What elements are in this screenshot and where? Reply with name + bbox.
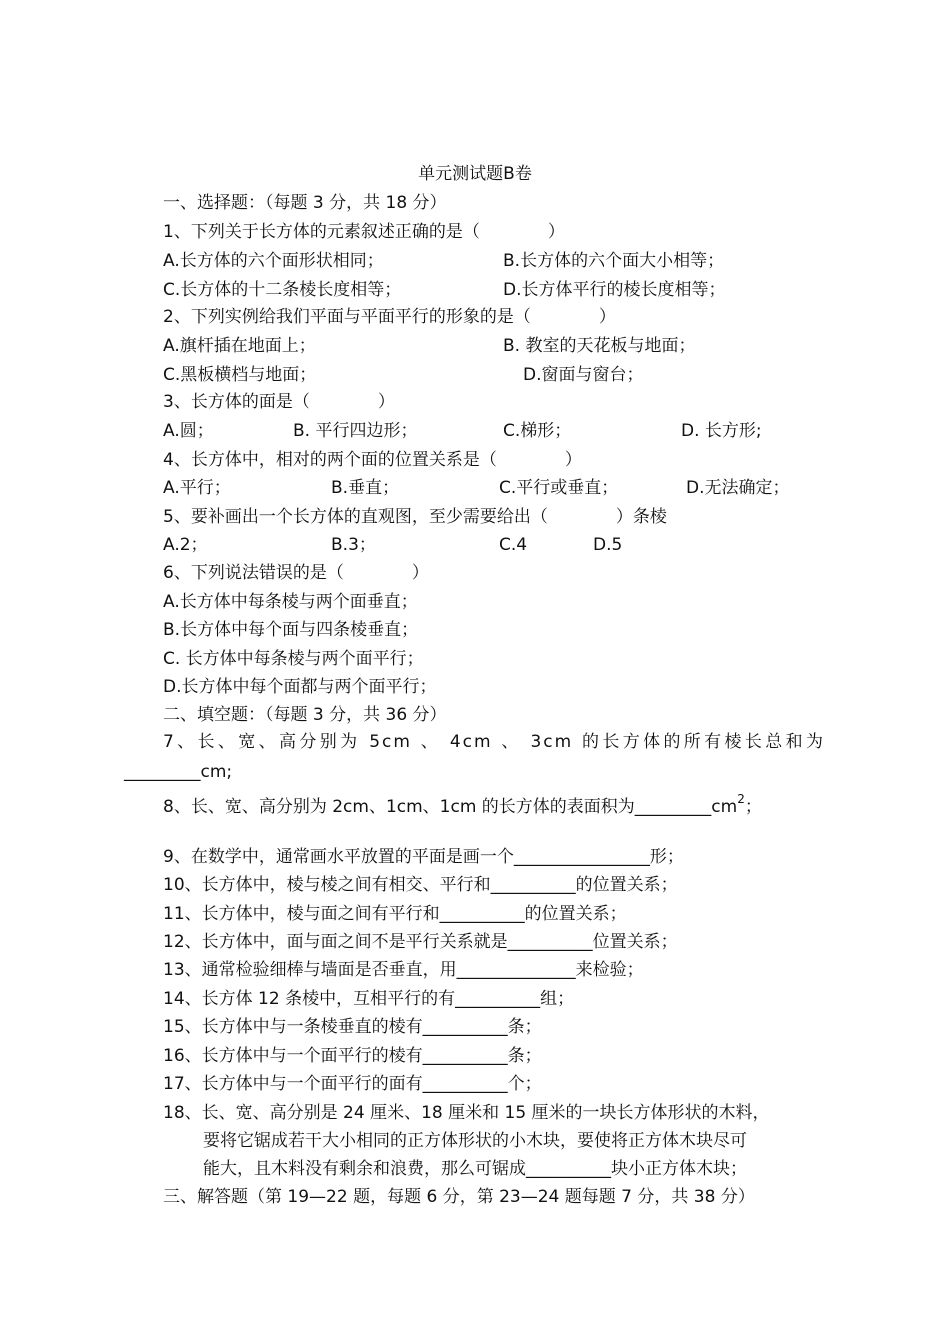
q4-option-a: A.平行；: [163, 478, 231, 498]
q11: 11、长方体中，棱与面之间有平行和__________的位置关系；: [163, 904, 627, 924]
q3-option-a: A.圆；: [163, 421, 214, 441]
q17: 17、长方体中与一个面平行的面有__________个；: [163, 1074, 542, 1094]
section2-header: 二、填空题：（每题 3 分，共 36 分）: [163, 705, 447, 725]
q8: [163, 792, 762, 818]
q6-option-a: A.长方体中每条棱与两个面垂直；: [163, 592, 418, 612]
q2-option-b: B. 教室的天花板与地面；: [503, 336, 696, 356]
q1-option-a: A.长方体的六个面形状相同；: [163, 251, 384, 271]
q6-option-b: B.长方体中每个面与四条棱垂直；: [163, 620, 419, 640]
q2-option-c: C.黑板横档与地面；: [163, 365, 317, 385]
q1-option-c: C.长方体的十二条棱长度相等；: [163, 280, 402, 300]
q4-option-c: C.平行或垂直；: [499, 478, 619, 498]
q2-option-d: D.窗面与窗台；: [523, 365, 644, 385]
q6-option-c: C. 长方体中每条棱与两个面平行；: [163, 649, 424, 669]
q5-stem: 5、要补画出一个长方体的直观图，至少需要给出（ ）条棱: [163, 507, 667, 527]
q18-line2: 要将它锯成若干大小相同的正方体形状的小木块，要使将正方体木块尽可: [203, 1131, 747, 1151]
q1-stem: 1、下列关于长方体的元素叙述正确的是（ ）: [163, 222, 565, 242]
q4-option-b: B.垂直；: [331, 478, 400, 498]
section1-header: 一、选择题：（每题 3 分，共 18 分）: [163, 193, 447, 213]
q8-superscript: 2: [737, 792, 745, 806]
page-title: 单元测试题B卷: [418, 164, 532, 184]
q4-stem: 4、长方体中，相对的两个面的位置关系是（ ）: [163, 450, 582, 470]
q5-option-b: B.3；: [331, 535, 376, 555]
q9: 9、在数学中，通常画水平放置的平面是画一个________________形；: [163, 847, 684, 867]
q7-line1: 7、长、宽、高分别为 5cm 、 4cm 、 3cm 的长方体的所有棱长总和为: [163, 732, 825, 752]
q2-option-a: A.旗杆插在地面上；: [163, 336, 316, 356]
q5-option-c: C.4: [499, 535, 528, 555]
q12: 12、长方体中，面与面之间不是平行关系就是__________位置关系；: [163, 932, 678, 952]
q8-text: 8、长、宽、高分别为 2cm、1cm、1cm 的长方体的表面积为_________cm: [163, 797, 738, 817]
q14: 14、长方体 12 条棱中，互相平行的有__________组；: [163, 989, 575, 1009]
q4-option-d: D.无法确定；: [686, 478, 790, 498]
q8-end: ；: [744, 797, 762, 817]
q15: 15、长方体中与一条棱垂直的棱有__________条；: [163, 1017, 542, 1037]
section3-header: 三、解答题（第 19—22 题，每题 6 分，第 23—24 题每题 7 分，共 38 分）: [163, 1187, 755, 1207]
q7-line2: _________cm;: [124, 762, 233, 782]
q18-line1: 18、长、宽、高分别是 24 厘米、18 厘米和 15 厘米的一块长方体形状的木料，: [163, 1103, 770, 1123]
q6-option-d: D.长方体中每个面都与两个面平行；: [163, 677, 437, 697]
q6-stem: 6、下列说法错误的是（ ）: [163, 563, 429, 583]
q1-option-d: D.长方体平行的棱长度相等；: [503, 280, 726, 300]
q3-stem: 3、长方体的面是（ ）: [163, 392, 395, 412]
q16: 16、长方体中与一个面平行的棱有__________条；: [163, 1046, 542, 1066]
q2-stem: 2、下列实例给我们平面与平面平行的形象的是（ ）: [163, 307, 616, 327]
q5-option-a: A.2；: [163, 535, 208, 555]
q5-option-d: D.5: [593, 535, 623, 555]
q13: 13、通常检验细棒与墙面是否垂直，用______________来检验；: [163, 960, 644, 980]
q3-option-b: B. 平行四边形；: [293, 421, 418, 441]
q10: 10、长方体中，棱与棱之间有相交、平行和__________的位置关系；: [163, 875, 678, 895]
q18-line3: 能大，且木料没有剩余和浪费，那么可锯成__________块小正方体木块；: [203, 1159, 747, 1179]
q3-option-c: C.梯形；: [503, 421, 572, 441]
q1-option-b: B.长方体的六个面大小相等；: [503, 251, 725, 271]
q3-option-d: D. 长方形;: [681, 421, 762, 441]
